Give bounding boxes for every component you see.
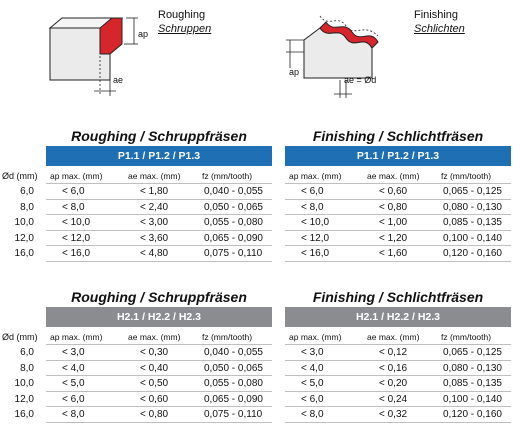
table-cell: 0,050 - 0,065 bbox=[204, 362, 263, 374]
table-cell: < 4,0 bbox=[62, 362, 85, 374]
table-cell: < 12,0 bbox=[301, 232, 330, 244]
diameter-value: 6,0 bbox=[20, 347, 34, 358]
roughing-diagram bbox=[40, 6, 160, 101]
table-cell: 0,120 - 0,160 bbox=[443, 248, 502, 259]
table-cell: < 4,0 bbox=[301, 362, 324, 374]
table-cell: < 4,80 bbox=[140, 248, 169, 259]
material-band: P1.1 / P1.2 / P1.3 bbox=[285, 146, 511, 166]
column-header: fz (mm/tooth) bbox=[202, 332, 253, 342]
table-cell: < 16,0 bbox=[301, 248, 330, 259]
finishing-diagram bbox=[280, 6, 410, 101]
table-cell: < 12,0 bbox=[62, 232, 91, 244]
table-cell: < 3,0 bbox=[301, 347, 324, 358]
table-cell: 0,040 - 0,055 bbox=[204, 186, 263, 197]
column-header: fz (mm/tooth) bbox=[202, 171, 253, 181]
table-cell: < 8,0 bbox=[62, 409, 85, 420]
roughing-label-de: Schruppen bbox=[158, 23, 212, 35]
table-cell: < 6,0 bbox=[62, 186, 85, 197]
table-title: Roughing / Schruppfräsen bbox=[71, 289, 247, 305]
table-title: Finishing / Schlichtfräsen bbox=[312, 128, 484, 144]
column-header: ae max. (mm) bbox=[128, 332, 181, 342]
table-cell: < 0,40 bbox=[140, 362, 169, 374]
table-cell: < 5,0 bbox=[62, 378, 85, 389]
table-cell: 0,075 - 0,110 bbox=[204, 248, 263, 259]
table-cell: < 8,0 bbox=[301, 409, 324, 420]
column-header: ap max. (mm) bbox=[50, 332, 103, 342]
table-cell: 0,065 - 0,090 bbox=[204, 393, 263, 405]
table-cell: 0,120 - 0,160 bbox=[443, 409, 502, 420]
table-cell: < 3,00 bbox=[140, 217, 169, 228]
roughing-label-en: Roughing bbox=[158, 9, 206, 21]
material-band: H2.1 / H2.2 / H2.3 bbox=[285, 307, 511, 327]
table-cell: < 0,80 bbox=[379, 201, 408, 213]
table-cell: < 8,0 bbox=[62, 201, 85, 213]
roughing-ap-label: ap bbox=[138, 29, 149, 39]
diameter-value: 12,0 bbox=[14, 393, 34, 405]
table-cell: 0,080 - 0,130 bbox=[443, 201, 502, 213]
diameter-value: 10,0 bbox=[14, 378, 34, 389]
column-header: ap max. (mm) bbox=[289, 332, 342, 342]
table-cell: < 3,0 bbox=[62, 347, 85, 358]
table-cell: 0,085 - 0,135 bbox=[443, 217, 502, 228]
table-cell: < 1,60 bbox=[379, 248, 408, 259]
diameter-value: 8,0 bbox=[20, 201, 34, 213]
diameter-value: 10,0 bbox=[14, 217, 34, 228]
table-cell: < 8,0 bbox=[301, 201, 324, 213]
table-cell: < 0,80 bbox=[140, 409, 169, 420]
table-title: Roughing / Schruppfräsen bbox=[71, 128, 247, 144]
table-cell: < 6,0 bbox=[62, 393, 85, 405]
column-header: fz (mm/tooth) bbox=[441, 171, 492, 181]
table-cell: < 0,16 bbox=[379, 362, 408, 374]
table-cell: 0,065 - 0,125 bbox=[443, 186, 502, 197]
finishing-label-de: Schlichten bbox=[414, 23, 465, 35]
column-header: ae max. (mm) bbox=[367, 332, 420, 342]
diameter-value: 16,0 bbox=[14, 409, 34, 420]
diameter-value: 6,0 bbox=[20, 186, 34, 197]
diameter-header: Ød (mm) bbox=[2, 171, 38, 181]
table-cell: 0,065 - 0,125 bbox=[443, 347, 502, 358]
table-cell: < 5,0 bbox=[301, 378, 324, 389]
row-divider bbox=[285, 261, 511, 262]
finishing-caption bbox=[414, 8, 465, 36]
material-band: P1.1 / P1.2 / P1.3 bbox=[46, 146, 272, 166]
table-cell: 0,075 - 0,110 bbox=[204, 409, 263, 420]
finishing-label-en: Finishing bbox=[414, 9, 459, 21]
table-cell: 0,040 - 0,055 bbox=[204, 347, 263, 358]
table-cell: < 1,80 bbox=[140, 186, 169, 197]
diameter-value: 12,0 bbox=[14, 232, 34, 244]
table-cell: 0,085 - 0,135 bbox=[443, 378, 502, 389]
table-cell: 0,065 - 0,090 bbox=[204, 232, 263, 244]
table-cell: < 0,60 bbox=[140, 393, 169, 405]
diameter-value: 16,0 bbox=[14, 248, 34, 259]
table-cell: 0,100 - 0,140 bbox=[443, 232, 502, 244]
table-cell: 0,055 - 0,080 bbox=[204, 217, 263, 228]
table-cell: 0,100 - 0,140 bbox=[443, 393, 502, 405]
table-cell: 0,055 - 0,080 bbox=[204, 378, 263, 389]
table-cell: < 0,24 bbox=[379, 393, 408, 405]
table-cell: < 0,50 bbox=[140, 378, 169, 389]
column-header: ap max. (mm) bbox=[50, 171, 103, 181]
table-cell: < 0,32 bbox=[379, 409, 408, 420]
table-title: Finishing / Schlichtfräsen bbox=[312, 289, 484, 305]
roughing-ae-label: ae bbox=[113, 75, 124, 85]
column-header: fz (mm/tooth) bbox=[441, 332, 492, 342]
table-cell: < 10,0 bbox=[62, 217, 91, 228]
table-cell: 0,080 - 0,130 bbox=[443, 362, 502, 374]
finishing-ap-label: ap bbox=[289, 67, 300, 77]
roughing-caption bbox=[158, 8, 211, 36]
table-cell: < 10,0 bbox=[301, 217, 330, 228]
column-header: ae max. (mm) bbox=[128, 171, 181, 181]
diameter-value: 8,0 bbox=[20, 362, 34, 374]
table-cell: < 2,40 bbox=[140, 201, 169, 213]
material-band: H2.1 / H2.2 / H2.3 bbox=[46, 307, 272, 327]
column-header: ap max. (mm) bbox=[289, 171, 342, 181]
table-cell: < 0,60 bbox=[379, 186, 408, 197]
table-cell: < 0,12 bbox=[379, 347, 408, 358]
row-divider bbox=[46, 422, 272, 423]
table-cell: < 1,20 bbox=[379, 232, 408, 244]
table-cell: < 1,00 bbox=[379, 217, 408, 228]
table-cell: < 16,0 bbox=[62, 248, 91, 259]
table-cell: 0,050 - 0,065 bbox=[204, 201, 263, 213]
table-cell: < 3,60 bbox=[140, 232, 169, 244]
row-divider bbox=[285, 422, 511, 423]
table-cell: < 0,20 bbox=[379, 378, 408, 389]
finishing-ae-label: ae = Ød bbox=[344, 75, 377, 85]
column-header: ae max. (mm) bbox=[367, 171, 420, 181]
table-cell: < 6,0 bbox=[301, 186, 324, 197]
diameter-header: Ød (mm) bbox=[2, 332, 38, 342]
table-cell: < 6,0 bbox=[301, 393, 324, 405]
row-divider bbox=[46, 261, 272, 262]
table-cell: < 0,30 bbox=[140, 347, 169, 358]
